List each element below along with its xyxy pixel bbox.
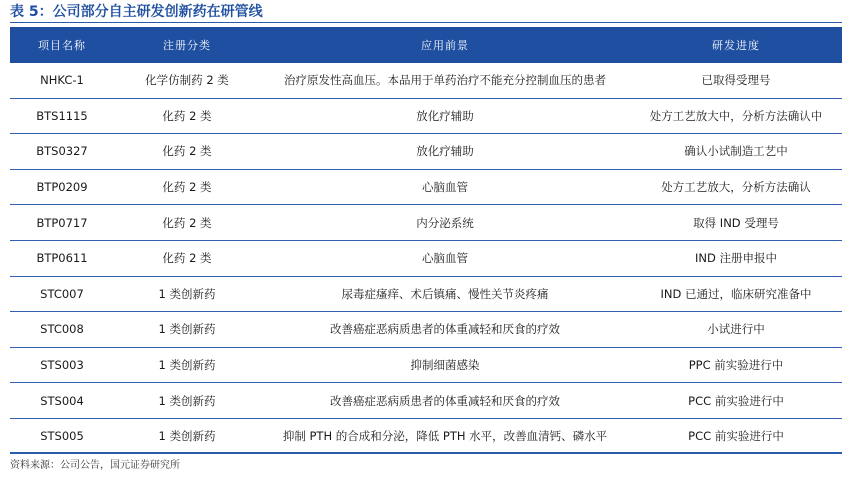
cell-registration-class: 化药 2 类 xyxy=(114,134,260,170)
cell-application: 改善癌症恶病质患者的体重减轻和厌食的疗效 xyxy=(260,383,630,419)
table-row xyxy=(10,383,842,419)
cell-registration-class: 化学仿制药 2 类 xyxy=(114,63,260,98)
cell-progress: PCC 前实验进行中 xyxy=(688,429,784,444)
cell-registration-class: 1 类创新药 xyxy=(158,429,216,444)
cell-progress: IND 注册申报中 xyxy=(630,240,842,276)
cell-progress: IND 已通过，临床研究准备中 xyxy=(630,276,842,312)
cell-project-name: BTS0327 xyxy=(10,134,114,170)
table-title: 表 5：公司部分自主研发创新药在研管线 xyxy=(10,4,263,20)
cell-application: 抑制 PTH 的合成和分泌，降低 PTH 水平，改善血清钙、磷水平 xyxy=(282,429,608,444)
table-row xyxy=(10,205,842,241)
cell-project-name: STC007 xyxy=(10,276,114,312)
cell-progress: 取得 IND 受理号 xyxy=(630,205,842,241)
cell-registration-class: 化药 2 类 xyxy=(114,205,260,241)
cell-application: 治疗原发性高血压。本品用于单药治疗不能充分控制血压的患者 xyxy=(260,63,630,98)
cell-project-name: STS005 xyxy=(40,429,84,444)
table-row xyxy=(10,312,842,348)
cell-project-name: STC008 xyxy=(10,312,114,348)
cell-progress: PPC 前实验进行中 xyxy=(630,347,842,383)
cell-project-name: STS003 xyxy=(10,347,114,383)
table-row xyxy=(10,134,842,170)
source-note: 资料来源：公司公告，国元证券研究所 xyxy=(10,460,180,471)
header-application: 应用前景 xyxy=(260,27,630,63)
header-progress: 研发进度 xyxy=(630,27,842,63)
table-row xyxy=(10,169,842,205)
cell-progress: 确认小试制造工艺中 xyxy=(630,134,842,170)
cell-application: 心脑血管 xyxy=(260,169,630,205)
cell-progress: 已取得受理号 xyxy=(630,63,842,98)
cell-application: 抑制细菌感染 xyxy=(260,347,630,383)
cell-progress: 处方工艺放大，分析方法确认 xyxy=(630,169,842,205)
cell-application: 心脑血管 xyxy=(260,240,630,276)
cell-progress: 小试进行中 xyxy=(630,312,842,348)
cell-application: 放化疗辅助 xyxy=(260,98,630,134)
table-row xyxy=(10,63,842,98)
cell-progress: 处方工艺放大中，分析方法确认中 xyxy=(630,98,842,134)
table-header-row xyxy=(10,27,842,63)
cell-registration-class: 1 类创新药 xyxy=(114,312,260,348)
header-registration-class: 注册分类 xyxy=(114,27,260,63)
cell-project-name: BTP0209 xyxy=(10,169,114,205)
cell-application: 尿毒症瘙痒、术后镇痛、慢性关节炎疼痛 xyxy=(260,276,630,312)
table-row xyxy=(10,240,842,276)
cell-registration-class: 化药 2 类 xyxy=(114,98,260,134)
cell-application: 改善癌症恶病质患者的体重减轻和厌食的疗效 xyxy=(260,312,630,348)
cell-project-name: BTS1115 xyxy=(10,98,114,134)
cell-registration-class: 1 类创新药 xyxy=(114,347,260,383)
cell-project-name: STS004 xyxy=(10,383,114,419)
cell-registration-class: 1 类创新药 xyxy=(114,276,260,312)
cell-progress: PCC 前实验进行中 xyxy=(630,383,842,419)
cell-application: 放化疗辅助 xyxy=(260,134,630,170)
pipeline-table xyxy=(10,27,842,454)
table-bottom-rule xyxy=(10,452,842,454)
table-row xyxy=(10,98,842,134)
table-row xyxy=(10,418,842,453)
table-row xyxy=(10,276,842,312)
cell-project-name: BTP0611 xyxy=(10,240,114,276)
cell-registration-class: 化药 2 类 xyxy=(114,169,260,205)
cell-project-name: NHKC-1 xyxy=(10,63,114,98)
cell-registration-class: 化药 2 类 xyxy=(114,240,260,276)
title-divider xyxy=(10,22,842,23)
table-row xyxy=(10,347,842,383)
cell-registration-class: 1 类创新药 xyxy=(114,383,260,419)
cell-project-name: BTP0717 xyxy=(10,205,114,241)
header-project-name: 项目名称 xyxy=(10,27,114,63)
cell-application: 内分泌系统 xyxy=(260,205,630,241)
